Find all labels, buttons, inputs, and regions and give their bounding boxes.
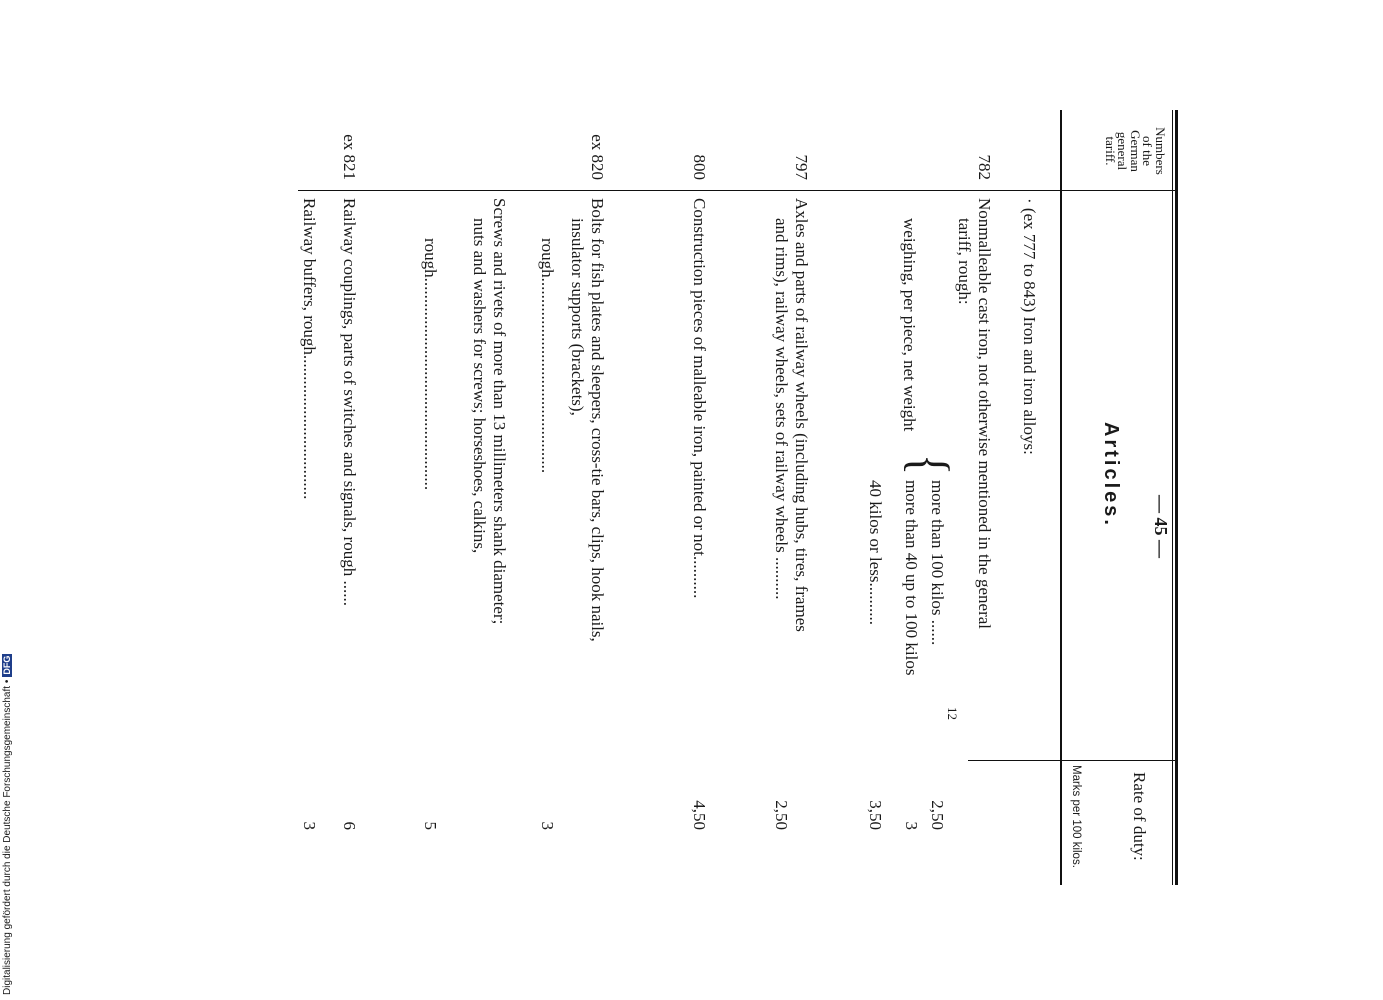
tariff-number-800: 800 bbox=[690, 154, 709, 180]
row-800-text: Construction pieces of malleable iron, painted or not.......... bbox=[690, 198, 709, 599]
rate-value: 2,50 bbox=[928, 800, 947, 830]
tariff-number-797: 797 bbox=[792, 154, 811, 180]
col-rate-unit: Marks per 100 kilos. bbox=[1070, 765, 1082, 868]
row-820-text: Bolts for fish plates and sleepers, cross-tie bars, clips, hook nails, bbox=[588, 198, 607, 642]
footer-text: Digitalisierung gefördert durch die Deutsche Forschungsgemeinschaft • bbox=[2, 679, 13, 995]
digitization-footer bbox=[2, 654, 13, 995]
rate-value: 6 bbox=[340, 821, 359, 830]
intro-line: · (ex 777 to 843) Iron and iron alloys: bbox=[1020, 198, 1039, 455]
row-820-text: insulator supports (brackets), bbox=[568, 218, 587, 416]
rate-value: 2,50 bbox=[772, 800, 791, 830]
tariff-number-821: ex 821 bbox=[340, 134, 359, 180]
dfg-logo: DFG bbox=[2, 655, 12, 675]
row-782-sub-label: weighing, per piece, net weight bbox=[900, 218, 919, 432]
col-numbers-header: Numbers of the German general tariff. bbox=[1103, 127, 1168, 175]
signature-mark: 12 bbox=[945, 707, 960, 720]
row-782-text: tariff, rough: bbox=[955, 218, 974, 305]
tariff-number-782: 782 bbox=[975, 154, 994, 180]
row-782-sub2: more than 40 up to 100 kilos bbox=[902, 480, 921, 676]
rate-value: 3 bbox=[538, 821, 557, 830]
rate-value: 3 bbox=[300, 821, 319, 830]
row-821-text: Railway buffers, rough.................................. bbox=[300, 198, 319, 500]
col-divider-1 bbox=[298, 190, 1178, 191]
tariff-number-820: ex 820 bbox=[588, 134, 607, 180]
header-rule bbox=[1060, 110, 1062, 885]
row-820-text: rough.................................................. bbox=[421, 238, 440, 491]
row-782-sub1: more than 100 kilos ...... bbox=[928, 480, 947, 646]
row-797-text: Axles and parts of railway wheels (including hubs, tires, frames bbox=[792, 198, 811, 632]
rate-value: 4,50 bbox=[690, 800, 709, 830]
top-rule-thin bbox=[1172, 110, 1173, 885]
col-rate-header: Rate of duty: bbox=[1130, 772, 1149, 861]
row-782-text: Nonmalleable cast iron, not otherwise mentioned in the general bbox=[975, 198, 994, 630]
rate-value: 3,50 bbox=[866, 800, 885, 830]
row-782-sub3: 40 kilos or less.......... bbox=[866, 480, 885, 625]
rate-value: 3 bbox=[902, 821, 921, 830]
col-divider-2 bbox=[968, 760, 1178, 761]
brace-icon: { bbox=[899, 454, 961, 476]
page-number: — 45 — bbox=[1151, 495, 1171, 558]
row-820-text: rough.............................................. bbox=[538, 238, 557, 474]
top-rule bbox=[1175, 110, 1178, 885]
row-820-text: Screws and rivets of more than 13 millimeters shank diameter; bbox=[490, 198, 509, 625]
col-articles-header: Articles. bbox=[1100, 422, 1122, 528]
row-821-text: Railway couplings, parts of switches and signals, rough ...... bbox=[340, 198, 359, 606]
rate-value: 5 bbox=[421, 821, 440, 830]
row-797-text: and rims), railway wheels, sets of railway wheels .......... bbox=[772, 218, 791, 600]
tariff-table bbox=[295, 110, 1175, 970]
row-820-text: nuts and washers for screws; horseshoes, calkins, bbox=[470, 218, 489, 554]
